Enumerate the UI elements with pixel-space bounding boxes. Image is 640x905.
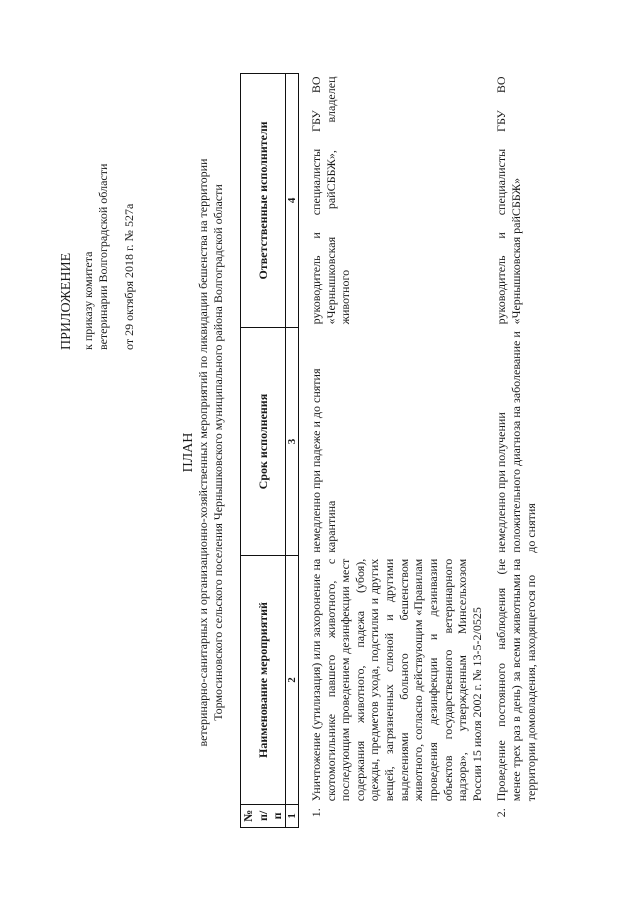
order-date: от 29 октября 2018 г. № 527а bbox=[122, 203, 137, 350]
row-responsible: руководитель и специалисты ГБУ ВО «Чернышковская райСББЖ» bbox=[494, 76, 523, 325]
table-row bbox=[298, 74, 484, 828]
column-number: 3 bbox=[285, 327, 298, 555]
row-number: 1. bbox=[308, 808, 323, 818]
appendix-title: ПРИЛОЖЕНИЕ bbox=[59, 252, 74, 350]
row-number: 2. bbox=[494, 808, 509, 818]
plan-title: ПЛАН bbox=[181, 432, 196, 473]
header-responsible: Ответственные исполнители bbox=[241, 74, 286, 328]
measures-table bbox=[240, 73, 538, 828]
plan-subtitle-line-2: Тормосиновского сельского поселения Чернышковского муниципального района Волгоградской области bbox=[210, 184, 225, 721]
column-number: 1 bbox=[285, 804, 298, 827]
plan-subtitle-line-1: ветеринарно-санитарных и организационно-хозяйственных мероприятий по ликвидации бешенства на территории bbox=[196, 158, 210, 747]
row-measure: Уничтожение (утилизация) или захоронение на скотомогильнике павшего животного, с последующим проведением дезинфекции мест содержания животного, падежа (убоя), одежды, предметов ухода, подстилки и других вещей, загрязненных слюной и другими выделениями больного бешенством животного, согласно действующим «Правилам проведения дезинфекции и дезинвазии объектов государственного ветеринарного надзора», утвержденным Минсельхозом России 15 июля 2002 г. № 13-5-2/0525 bbox=[308, 558, 484, 802]
row-responsible: руководитель и специалисты ГБУ ВО «Чернышковская райСББЖ», владелец животного bbox=[308, 76, 353, 325]
order-line-2: ветеринарии Волгоградской области bbox=[95, 163, 110, 350]
header-term: Срок исполнения bbox=[241, 327, 286, 555]
column-number: 4 bbox=[285, 74, 298, 328]
table-row bbox=[484, 74, 538, 828]
row-measure: Проведение постоянного наблюдения (не менее трех раз в день) за всеми животными на территории домовладения, находящегося по bbox=[494, 558, 538, 802]
order-line-1: к приказу комитета bbox=[81, 251, 96, 350]
plan-subtitle bbox=[196, 80, 225, 825]
row-term: немедленно при получении положительного диагноза на заболевание и до снятия bbox=[494, 331, 538, 553]
table-header-row bbox=[241, 74, 286, 828]
appendix-header bbox=[58, 50, 137, 350]
header-num: № п/п bbox=[241, 804, 286, 827]
column-number-row bbox=[285, 74, 298, 828]
column-number: 2 bbox=[285, 556, 298, 805]
header-name: Наименование мероприятий bbox=[241, 556, 286, 805]
row-term: немедленно при падеже и до снятия карантина bbox=[308, 368, 338, 553]
